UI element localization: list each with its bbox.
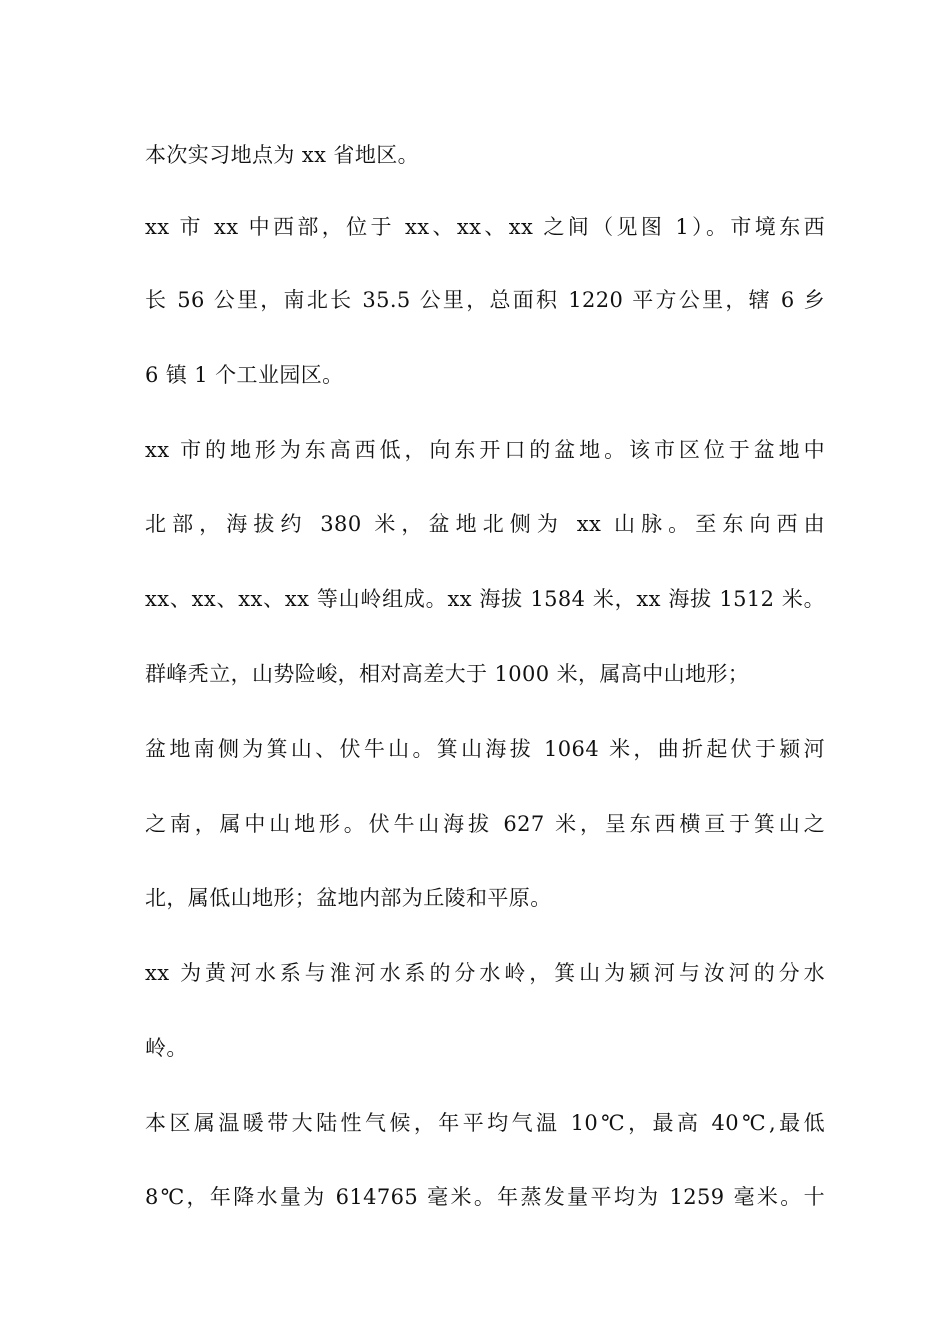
text-line-11: 北，属低山地形；盆地内部为丘陵和平原。 [145,886,552,910]
text-line-10: 之南，属中山地形。伏牛山海拔 627 米，呈东西横亘于箕山之 [145,812,825,836]
text-line-5: xx 市的地形为东高西低，向东开口的盆地。该市区位于盆地中 [145,438,825,462]
text-line-8: 群峰秃立，山势险峻，相对高差大于 1000 米，属高中山地形； [145,662,750,686]
text-line-3: 长 56 公里，南北长 35.5 公里，总面积 1220 平方公里，辖 6 乡 [145,288,825,312]
text-line-14: 本区属温暖带大陆性气候，年平均气温 10℃，最高 40℃,最低 [145,1111,825,1135]
text-line-7: xx、xx、xx、xx 等山岭组成。xx 海拔 1584 米，xx 海拔 1512 米。 [145,587,825,611]
text-line-4: 6 镇 1 个工业园区。 [145,363,344,387]
text-line-13: 岭。 [145,1036,188,1060]
text-line-6: 北部，海拔约 380 米，盆地北侧为 xx 山脉。至东向西由 [145,512,825,536]
text-line-2: xx 市 xx 中西部，位于 xx、xx、xx 之间（见图 1）。市境东西 [145,215,825,239]
text-line-9: 盆地南侧为箕山、伏牛山。箕山海拔 1064 米，曲折起伏于颍河 [145,737,825,761]
text-line-1: 本次实习地点为 xx 省地区。 [145,143,420,167]
text-line-15: 8℃，年降水量为 614765 毫米。年蒸发量平均为 1259 毫米。十 [145,1185,825,1209]
text-line-12: xx 为黄河水系与淮河水系的分水岭，箕山为颍河与汝河的分水 [145,961,825,985]
